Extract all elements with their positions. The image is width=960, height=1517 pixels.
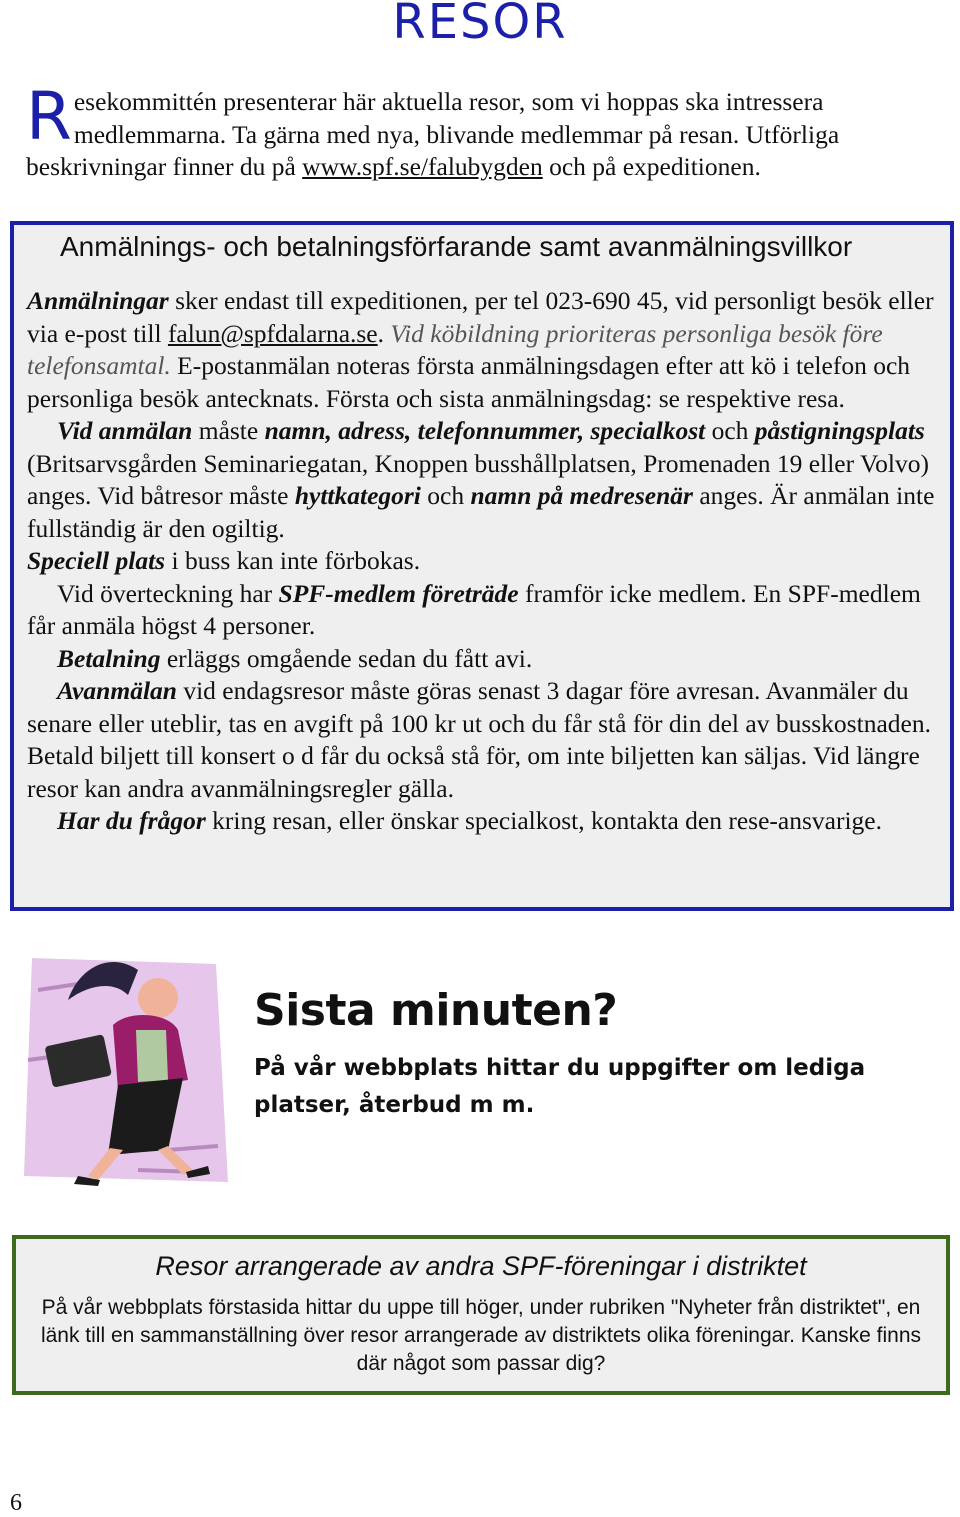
registration-paragraph-4	[27, 578, 937, 643]
page-title: RESOR	[392, 0, 568, 50]
text-run: och	[705, 416, 755, 445]
bold-term: SPF-medlem företräde	[278, 578, 519, 608]
last-minute-title: Sista minuten?	[254, 985, 618, 1036]
text-run: vid endagsresor måste göras senast 3 dagar före avresan. Avanmäler du senare eller uteblir, tas en avgift på 100 kr ut och du får stå för din del av busskostnaden. Betald biljett till konsert o d får du också stå för, om inte biljetten kan säljas. Vid längre resor kan andra avanmälningsregler gälla.	[27, 676, 931, 803]
text-run: i buss kan inte förbokas.	[165, 546, 421, 575]
district-text: På vår webbplats förstasida hittar du uppe till höger, under rubriken "Nyheter från distriktet", en länk till en sammanställning över resor arrangerade av distriktets olika föreningar. Kanske finns där något som passar dig?	[40, 1296, 922, 1375]
district-trips-box	[12, 1235, 950, 1395]
bold-term: påstigningsplats	[754, 416, 925, 445]
district-heading: Resor arrangerade av andra SPF-föreningar i distriktet	[155, 1251, 807, 1281]
bold-term: namn på medresenär	[470, 481, 693, 510]
intro-paragraph	[26, 78, 936, 184]
bold-term: hyttkategori	[294, 481, 421, 510]
bold-term: Avanmälan	[57, 676, 177, 705]
last-minute-text: På vår webbplats hittar du uppgifter om lediga platser, återbud m m.	[254, 1055, 866, 1118]
text-run: och	[420, 481, 471, 510]
email-link[interactable]: falun@spfdalarna.se	[167, 318, 378, 348]
registration-heading: Anmälnings- och betalningsförfarande samt avanmälningsvillkor	[60, 231, 853, 262]
bold-term: Anmälningar	[27, 286, 169, 315]
registration-paragraph-5	[27, 643, 937, 676]
text-run: måste	[192, 416, 265, 445]
bold-term: namn, adress, telefonnummer, specialkost	[264, 416, 706, 445]
text-run: (Britsarvsgården Seminariegatan, Knoppen busshållplatsen, Promenaden 19 eller Volvo) anges. Vid båtresor måste	[27, 448, 929, 510]
registration-body	[27, 285, 937, 838]
registration-paragraph-2	[27, 415, 937, 545]
bold-term: Speciell plats	[27, 546, 166, 575]
text-run: Vid överteckning har	[57, 578, 279, 608]
bold-term: Betalning	[57, 643, 161, 673]
bold-term: Vid anmälan	[57, 416, 193, 445]
text-run: framför icke medlem. En SPF-medlem får anmäla högst 4 personer.	[27, 578, 921, 640]
website-link[interactable]: www.spf.se/falubygden	[302, 152, 543, 181]
drop-cap: R	[26, 78, 72, 155]
registration-paragraph-3	[27, 545, 937, 578]
bold-term: Har du frågor	[57, 806, 206, 835]
text-run: anges. Är anmälan inte fullständig är den ogiltig.	[27, 481, 935, 543]
clipart-blouse	[136, 1030, 168, 1082]
intro-text-2: och på expeditionen.	[542, 152, 761, 181]
running-woman-illustration	[18, 950, 232, 1190]
text-run: E-postanmälan noteras första anmälningsdagen efter att kö i telefon och personliga besök antecknats. Första och sista anmälningsdag: se respektive resa.	[27, 351, 911, 413]
text-run: erläggs omgående sedan du fått avi.	[160, 643, 533, 673]
page-number: 6	[10, 1490, 22, 1516]
registration-paragraph-1	[27, 285, 937, 415]
text-run: .	[377, 318, 391, 348]
registration-paragraph-7	[27, 805, 937, 838]
registration-paragraph-6	[27, 675, 937, 805]
registration-box	[10, 221, 954, 911]
text-run: kring resan, eller önskar specialkost, kontakta den rese-ansvarige.	[205, 806, 882, 835]
clipart-face	[138, 978, 178, 1018]
text-run: sker endast till expeditionen, per tel 023-690 45, vid personligt besök eller via e-post till	[27, 286, 934, 348]
priority-note: Vid köbildning prioriteras personliga besök före telefonsamtal.	[27, 318, 883, 380]
intro-text-1: esekommittén presenterar här aktuella resor, som vi hoppas ska intressera medlemmarna. Ta gärna med nya, blivande medlemmar på resan. Utförliga beskrivningar finner du på	[26, 87, 840, 181]
